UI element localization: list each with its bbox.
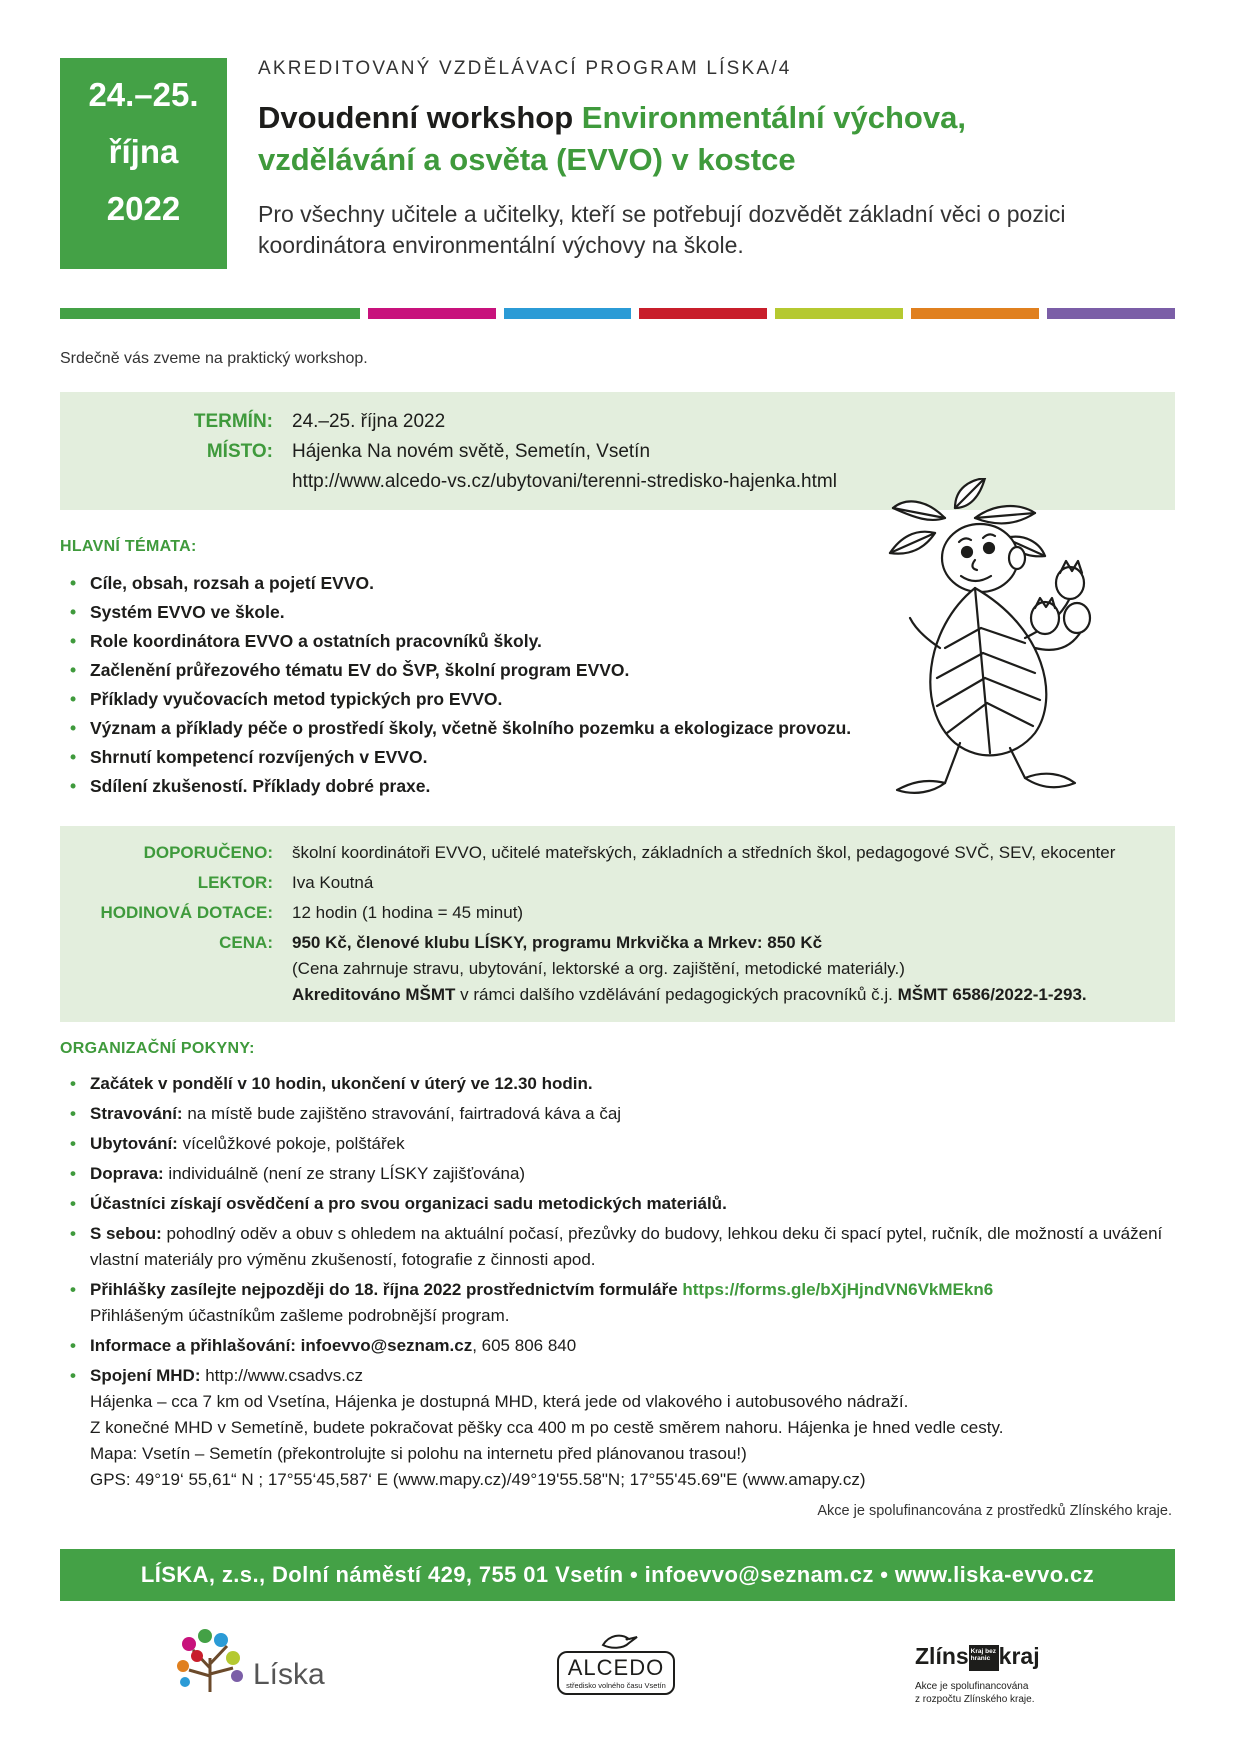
topics-list bbox=[70, 569, 851, 801]
accreditation-bold: Akreditováno MŠMT bbox=[292, 985, 456, 1004]
list-item bbox=[70, 1131, 1180, 1157]
list-item: • Systém EVVO ve škole. bbox=[70, 598, 851, 627]
zlin-word-2: kraj bbox=[998, 1643, 1040, 1669]
org-list bbox=[70, 1071, 1180, 1497]
stripe-green bbox=[60, 308, 360, 319]
zlin-black-box: Kraj bez hranic bbox=[969, 1645, 999, 1671]
price-note: (Cena zahrnuje stravu, ubytování, lektorské a org. zajištění, metodické materiály.) bbox=[292, 959, 905, 978]
list-item: • Role koordinátora EVVO a ostatních pracovníků školy. bbox=[70, 627, 851, 656]
list-item bbox=[70, 1333, 1180, 1359]
date-line-days: 24.–25. bbox=[88, 76, 199, 113]
signup-note: Přihlášeným účastníkům zašleme podrobnější program. bbox=[90, 1306, 510, 1325]
zlin-note-1: Akce je spolufinancována bbox=[915, 1681, 1029, 1692]
zlin-wordmark bbox=[915, 1640, 1085, 1672]
accreditation-text: v rámci dalšího vzdělávání pedagogických pracovníků č.j. bbox=[455, 985, 898, 1004]
signup-form-link[interactable]: https://forms.gle/bXjHjndVN6VkMEkn6 bbox=[682, 1280, 994, 1299]
term-value: 24.–25. října 2022 bbox=[292, 411, 446, 432]
info-contact[interactable]: Informace a přihlašování: infoevvo@seznam.cz bbox=[90, 1336, 473, 1355]
hours-value: 12 hodin (1 hodina = 45 minut) bbox=[292, 903, 524, 922]
price-value: 950 Kč, členové klubu LÍSKY, programu Mrkvička a Mrkev: 850 Kč bbox=[292, 933, 823, 952]
stripe-purple bbox=[1047, 308, 1175, 319]
zlin-note-2: z rozpočtu Zlínského kraje. bbox=[915, 1694, 1035, 1705]
recommended-value: školní koordinátoři EVVO, učitelé mateřských, základních a středních škol, pedagogové SVČ, SEV, ekocenter bbox=[292, 843, 1116, 862]
list-item: • Příklady vyučovacích metod typických pro EVVO. bbox=[70, 685, 851, 714]
mhd-line: Hájenka – cca 7 km od Vsetína, Hájenka je dostupná MHD, která jede od vlakového i autobusového nádraží. bbox=[90, 1392, 909, 1411]
mhd-label: Spojení MHD: bbox=[90, 1366, 201, 1385]
stripe-lime bbox=[775, 308, 903, 319]
list-item: • Sdílení zkušeností. Příklady dobré praxe. bbox=[70, 772, 851, 801]
cofinance-note: Akce je spolufinancována z prostředků Zlínského kraje. bbox=[817, 1503, 1172, 1519]
transport-label: Doprava: bbox=[90, 1164, 164, 1183]
list-item bbox=[70, 1221, 1180, 1273]
list-item: • Význam a příklady péče o prostředí školy, včetně školního pozemku a ekologizace provozu. bbox=[70, 714, 851, 743]
date-box bbox=[60, 58, 227, 269]
info-phone: , 605 806 840 bbox=[472, 1336, 577, 1355]
mhd-url[interactable]: http://www.csadvs.cz bbox=[200, 1366, 363, 1385]
title-highlight-2: vzdělávání a osvěta (EVVO) v kostce bbox=[258, 142, 796, 177]
mhd-line: Z konečné MHD v Semetíně, budete pokračovat pěšky cca 400 m po cestě směrem nahoru. Hájenka je hned vedle cesty. bbox=[90, 1418, 1004, 1437]
page-title bbox=[258, 97, 1158, 181]
signup-text: Přihlášky zasílejte nejpozději do 18. října 2022 prostřednictvím formuláře bbox=[90, 1280, 683, 1299]
list-item: • Cíle, obsah, rozsah a pojetí EVVO. bbox=[70, 569, 851, 598]
stripe-magenta bbox=[368, 308, 496, 319]
date-line-year: 2022 bbox=[106, 190, 181, 227]
liska-logo bbox=[175, 1628, 335, 1698]
list-item: • Účastníci získají osvědčení a pro svou organizaci sadu metodických materiálů. bbox=[70, 1191, 1180, 1217]
intro-text: Srdečně vás zveme na praktický workshop. bbox=[60, 350, 368, 367]
lector-value: Iva Koutná bbox=[292, 873, 374, 892]
accreditation bbox=[292, 980, 1172, 1010]
term-label: TERMÍN: bbox=[193, 411, 273, 432]
transport-text: individuálně (není ze strany LÍSKY zajišťována) bbox=[163, 1164, 526, 1183]
place-url[interactable]: http://www.alcedo-vs.cz/ubytovani/terenni-stredisko-hajenka.html bbox=[292, 471, 837, 492]
list-item: • Začátek v pondělí v 10 hodin, ukončení v úterý ve 12.30 hodin. bbox=[70, 1071, 1180, 1097]
stripe-red bbox=[639, 308, 767, 319]
page-subtitle: Pro všechny učitele a učitelky, kteří se potřebují dozvědět základní věci o pozici koordinátora environmentální výchovy na škole. bbox=[258, 201, 1066, 258]
alcedo-logo bbox=[557, 1625, 679, 1701]
list-item bbox=[70, 1277, 1180, 1329]
lodging-label: Ubytování: bbox=[90, 1134, 178, 1153]
hours-label: HODINOVÁ DOTACE: bbox=[100, 903, 273, 922]
lodging-text: vícelůžkové pokoje, polštářek bbox=[177, 1134, 405, 1153]
bring-label: S sebou: bbox=[90, 1224, 162, 1243]
stripe-blue bbox=[504, 308, 632, 319]
zlin-region-logo bbox=[915, 1640, 1085, 1720]
place-label: MÍSTO: bbox=[206, 441, 273, 462]
org-heading: ORGANIZAČNÍ POKYNY: bbox=[60, 1040, 255, 1057]
color-stripes bbox=[60, 308, 1175, 319]
topics-heading: HLAVNÍ TÉMATA: bbox=[60, 538, 197, 555]
price-label: CENA: bbox=[219, 933, 273, 952]
food-label: Stravování: bbox=[90, 1104, 183, 1123]
program-kicker: AKREDITOVANÝ VZDĚLÁVACÍ PROGRAM LÍSKA/4 bbox=[258, 58, 792, 79]
mhd-line: Mapa: Vsetín – Semetín (překontrolujte si polohu na internetu před plánovanou trasou!) bbox=[90, 1444, 747, 1463]
footer-bar: LÍSKA, z.s., Dolní náměstí 429, 755 01 Vsetín • infoevvo@seznam.cz • www.liska-evvo.cz bbox=[60, 1549, 1175, 1601]
place-value: Hájenka Na novém světě, Semetín, Vsetín bbox=[292, 441, 651, 462]
recommended-label: DOPORUČENO: bbox=[143, 843, 273, 862]
list-item bbox=[70, 1363, 1180, 1493]
mhd-line: GPS: 49°19‘ 55,61“ N ; 17°55‘45,587‘ E (www.mapy.cz)/49°19'55.58"N; 17°55'45.69"E (www.amapy.cz) bbox=[90, 1470, 866, 1489]
alcedo-badge bbox=[557, 1651, 675, 1695]
alcedo-logo-sub: středisko volného času Vsetín bbox=[566, 1681, 666, 1690]
list-item bbox=[70, 1161, 1180, 1187]
leaf-character-illustration bbox=[885, 478, 1095, 798]
title-prefix: Dvoudenní workshop bbox=[258, 100, 582, 135]
list-item: • Začlenění průřezového tématu EV do ŠVP, školní program EVVO. bbox=[70, 656, 851, 685]
zlin-word-1: Zlíns bbox=[915, 1643, 969, 1669]
food-text: na místě bude zajištěno stravování, fairtradová káva a čaj bbox=[182, 1104, 622, 1123]
lector-label: LEKTOR: bbox=[197, 873, 273, 892]
title-highlight-1: Environmentální výchova, bbox=[581, 100, 966, 135]
list-item bbox=[70, 1101, 1180, 1127]
liska-tree-icon bbox=[175, 1628, 245, 1694]
stripe-orange bbox=[911, 308, 1039, 319]
accreditation-code: MŠMT 6586/2022-1-293. bbox=[897, 985, 1087, 1004]
date-line-month: října bbox=[108, 133, 179, 170]
liska-logo-text: Líska bbox=[253, 1658, 325, 1691]
bring-text: pohodlný oděv a obuv s ohledem na aktuální počasí, přezůvky do budovy, lehkou deku či spací pytel, ručník, dle možností a uvážení vlastní materiály pro výměnu zkušeností, fotografie z činnosti apod. bbox=[90, 1224, 1163, 1269]
alcedo-logo-text: ALCEDO bbox=[567, 1655, 665, 1680]
list-item: • Shrnutí kompetencí rozvíjených v EVVO. bbox=[70, 743, 851, 772]
